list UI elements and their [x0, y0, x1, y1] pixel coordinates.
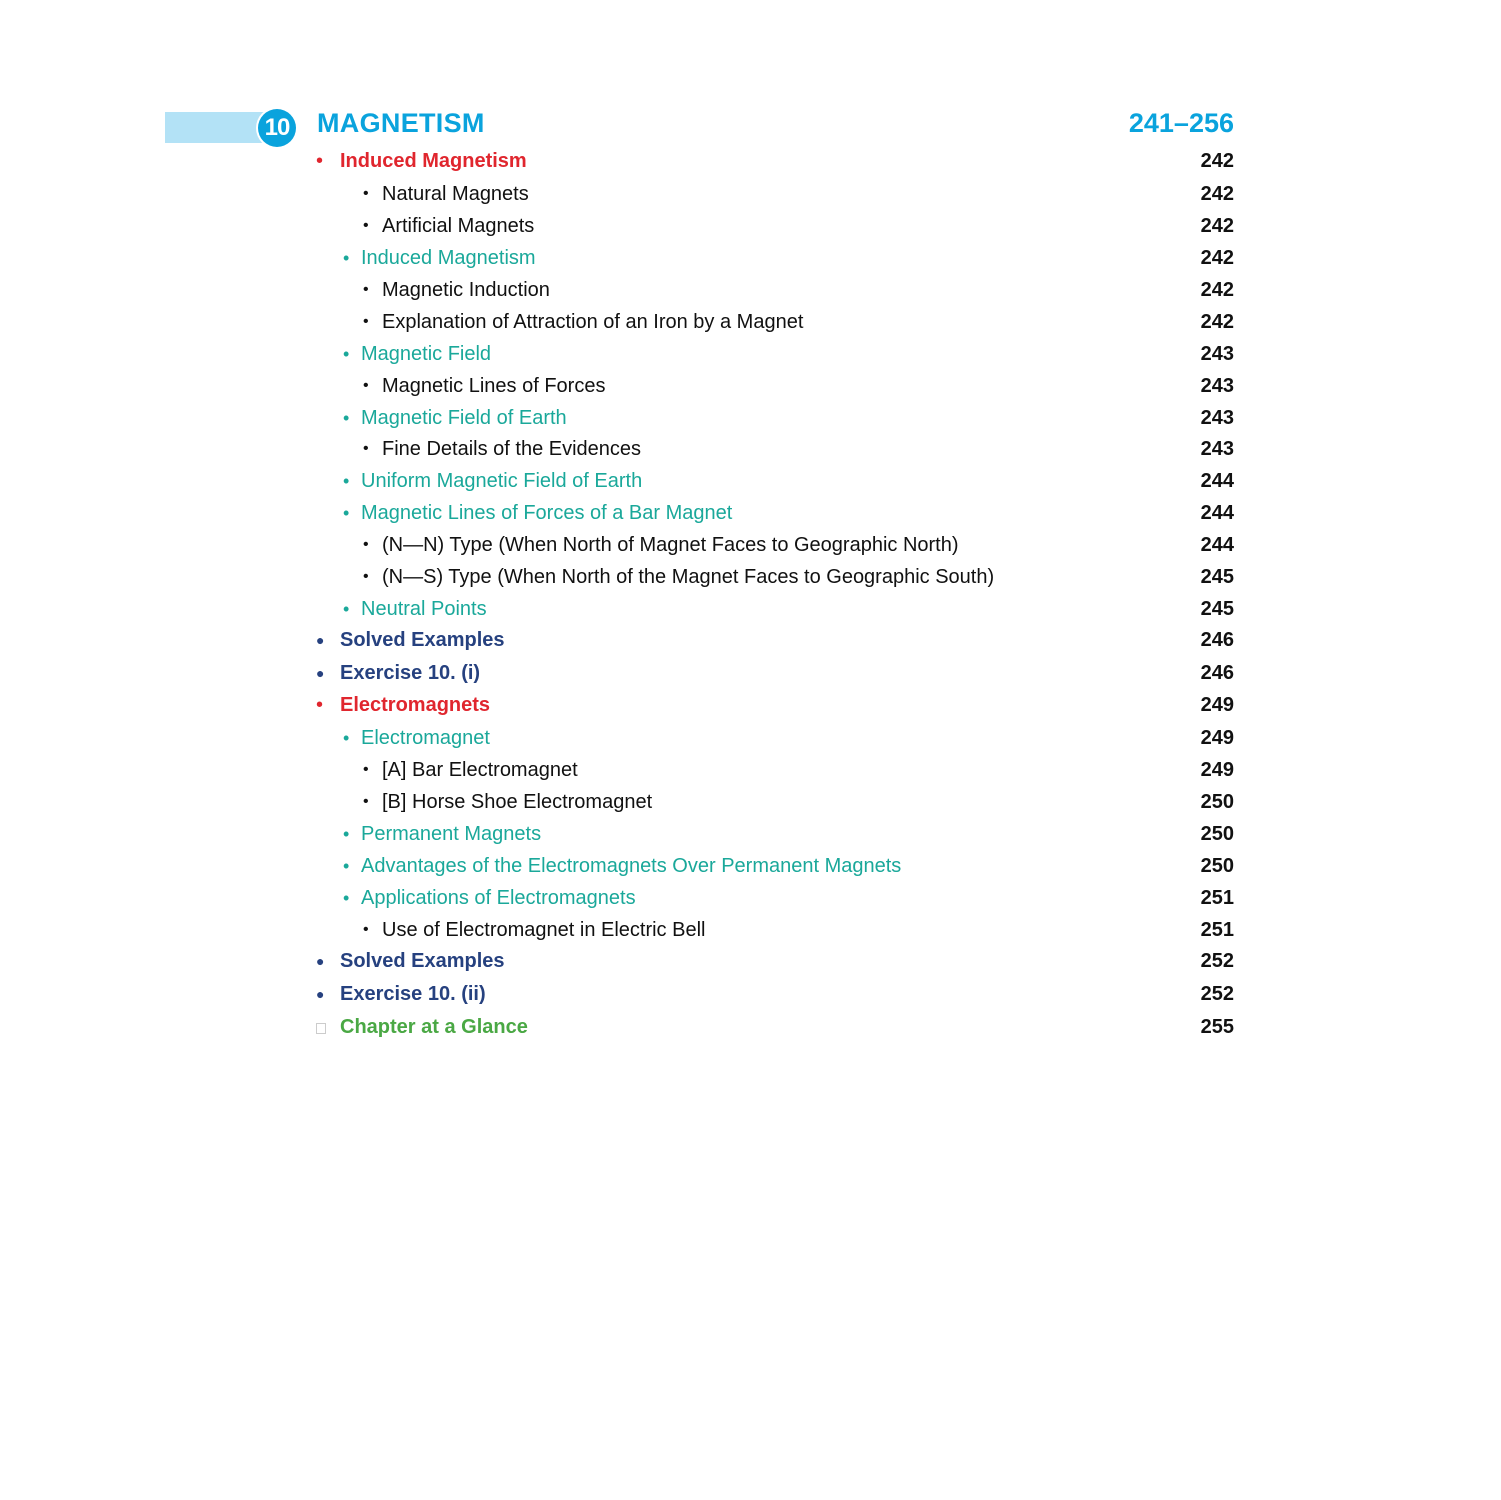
toc-entry-label: Electromagnet: [361, 727, 490, 749]
toc-entry-page: 250: [1200, 823, 1234, 845]
bullet-icon: •: [343, 248, 350, 268]
toc-entry: [0, 243, 1501, 273]
bullet-icon: •: [363, 313, 369, 330]
toc-entry-page: 244: [1200, 502, 1234, 524]
toc-entry: [0, 690, 1501, 720]
bullet-icon: ●: [316, 986, 325, 1002]
bullet-icon: ●: [316, 632, 325, 648]
toc-entry-page: 246: [1200, 662, 1234, 684]
toc-entry-label: [A] Bar Electromagnet: [382, 759, 578, 781]
bullet-icon: •: [343, 888, 350, 908]
chapter-number-badge: 10: [258, 109, 296, 147]
toc-entry-label: Permanent Magnets: [361, 823, 542, 845]
toc-entry: [0, 275, 1501, 305]
bullet-icon: •: [343, 728, 350, 748]
chapter-title: MAGNETISM: [317, 108, 485, 138]
toc-entry-page: 251: [1200, 887, 1234, 909]
toc-entry-label: Natural Magnets: [382, 183, 529, 205]
toc-entry-page: 242: [1200, 279, 1234, 301]
bullet-icon: ●: [316, 665, 325, 681]
bullet-icon: •: [343, 344, 350, 364]
toc-entry-label: Electromagnets: [340, 694, 491, 716]
toc-entry-label: Neutral Points: [361, 598, 487, 620]
bullet-icon: •: [343, 599, 350, 619]
toc-entry: [0, 530, 1501, 560]
toc-entry: [0, 883, 1501, 913]
toc-entry-page: 243: [1200, 343, 1234, 365]
toc-entry: [0, 146, 1501, 176]
toc-entry-page: 251: [1200, 919, 1234, 941]
toc-entry-page: 250: [1200, 855, 1234, 877]
toc-entry-label: [B] Horse Shoe Electromagnet: [382, 791, 653, 813]
toc-entry-label: Explanation of Attraction of an Iron by a Magnet: [382, 311, 804, 333]
toc-entry-page: 249: [1200, 759, 1234, 781]
toc-entry: [0, 498, 1501, 528]
toc-entry: [0, 723, 1501, 753]
bullet-icon: •: [316, 694, 324, 716]
toc-entry: [0, 307, 1501, 337]
bullet-icon: •: [363, 377, 369, 394]
toc-entry: [0, 658, 1501, 688]
toc-entry-page: 245: [1200, 598, 1234, 620]
toc-entry-page: 249: [1200, 694, 1234, 716]
toc-entry: [0, 787, 1501, 817]
bullet-icon: •: [363, 536, 369, 553]
toc-entry-label: Exercise 10. (i): [340, 662, 481, 684]
toc-entry-page: 242: [1200, 247, 1234, 269]
toc-entry: [0, 915, 1501, 945]
bullet-icon: •: [363, 185, 369, 202]
toc-entry-page: 252: [1200, 983, 1234, 1005]
toc-entry: [0, 946, 1501, 976]
toc-entry: [0, 979, 1501, 1009]
toc-entry-label: Artificial Magnets: [382, 215, 535, 237]
bullet-icon: •: [363, 921, 369, 938]
toc-entry: [0, 466, 1501, 496]
toc-entry-label: (N—N) Type (When North of Magnet Faces to Geographic North): [382, 534, 959, 556]
toc-entry-label: Magnetic Lines of Forces of a Bar Magnet: [361, 502, 733, 524]
toc-entry: [0, 819, 1501, 849]
toc-entry-page: 249: [1200, 727, 1234, 749]
toc-entry-page: 244: [1200, 470, 1234, 492]
toc-entry-page: 242: [1200, 150, 1234, 172]
toc-entry: [0, 339, 1501, 369]
toc-entry-label: Exercise 10. (ii): [340, 983, 486, 1005]
toc-entry-label: Advantages of the Electromagnets Over Permanent Magnets: [361, 855, 902, 877]
bullet-icon: •: [343, 503, 350, 523]
toc-entry-label: Magnetic Field: [361, 343, 492, 365]
toc-entry: [0, 434, 1501, 464]
toc-entry-label: (N—S) Type (When North of the Magnet Faces to Geographic South): [382, 566, 995, 588]
bullet-icon: •: [343, 408, 350, 428]
toc-entry-label: Use of Electromagnet in Electric Bell: [382, 919, 706, 941]
toc-entry-label: Solved Examples: [340, 629, 505, 651]
bullet-icon: •: [363, 217, 369, 234]
toc-entry-page: 250: [1200, 791, 1234, 813]
toc-entry: [0, 179, 1501, 209]
toc-entry: [0, 625, 1501, 655]
bullet-icon: •: [316, 150, 324, 172]
bullet-icon: •: [363, 761, 369, 778]
toc-entry-page: 243: [1200, 375, 1234, 397]
toc-entry-page: 252: [1200, 950, 1234, 972]
toc-entry-page: 243: [1200, 438, 1234, 460]
toc-entry-label: Uniform Magnetic Field of Earth: [361, 470, 643, 492]
toc-entry: [0, 851, 1501, 881]
toc-entry-label: Chapter at a Glance: [340, 1016, 528, 1038]
toc-entry-page: 243: [1200, 407, 1234, 429]
toc-entry-page: 245: [1200, 566, 1234, 588]
bullet-icon: •: [343, 471, 350, 491]
toc-entry: [0, 755, 1501, 785]
toc-entry-label: Magnetic Induction: [382, 279, 550, 301]
toc-entry: [0, 403, 1501, 433]
checkbox-icon-shape: [316, 1023, 326, 1034]
bullet-icon: ●: [316, 953, 325, 969]
toc-entry-label: Solved Examples: [340, 950, 505, 972]
toc-entry: [0, 211, 1501, 241]
toc-entry-label: Induced Magnetism: [340, 150, 527, 172]
bullet-icon: •: [343, 856, 350, 876]
toc-entry-label: Induced Magnetism: [361, 247, 536, 269]
bullet-icon: •: [363, 281, 369, 298]
toc-entry: [0, 1012, 1501, 1042]
chapter-page-range: 241–256: [1128, 108, 1234, 138]
toc-entry: [0, 371, 1501, 401]
checkbox-icon: [316, 1012, 326, 1045]
toc-entry-label: Applications of Electromagnets: [361, 887, 636, 909]
bullet-icon: •: [343, 824, 350, 844]
toc-entry: [0, 594, 1501, 624]
toc-entry-page: 242: [1200, 215, 1234, 237]
toc-entry-label: Magnetic Field of Earth: [361, 407, 567, 429]
toc-entry-page: 244: [1200, 534, 1234, 556]
toc-entry-page: 246: [1200, 629, 1234, 651]
bullet-icon: •: [363, 440, 369, 457]
bullet-icon: •: [363, 568, 369, 585]
toc-entry-page: 255: [1200, 1016, 1234, 1038]
toc-entry-page: 242: [1200, 183, 1234, 205]
toc-entry: [0, 562, 1501, 592]
bullet-icon: •: [363, 793, 369, 810]
toc-entry-label: Fine Details of the Evidences: [382, 438, 642, 460]
toc-entry-page: 242: [1200, 311, 1234, 333]
toc-entry-label: Magnetic Lines of Forces: [382, 375, 606, 397]
